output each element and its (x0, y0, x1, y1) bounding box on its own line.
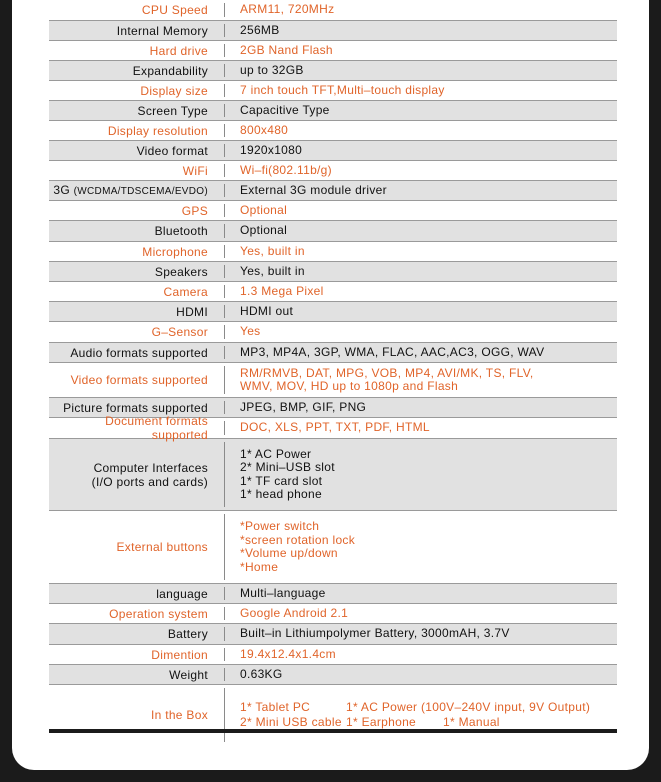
spec-row-expandability (49, 61, 617, 81)
spec-label: Bluetooth (154, 224, 208, 238)
spec-label: External buttons (116, 540, 208, 554)
spec-value-line: RM/RMVB, DAT, MPG, VOB, MP4, AVI/MK, TS, FLV, (240, 365, 534, 380)
spec-value-line: *Home (240, 559, 279, 574)
box-contents (240, 701, 617, 729)
spec-label: Hard drive (149, 43, 208, 58)
spec-value-line: 2* Mini–USB slot (240, 460, 335, 474)
spec-row-internal-memory (49, 21, 617, 41)
spec-label: Picture formats supported (63, 400, 208, 415)
spec-label: Operation system (109, 606, 208, 621)
spec-row-hard-drive (49, 41, 617, 61)
spec-value: 800x480 (240, 122, 289, 137)
spec-value-line: 1* TF card slot (240, 473, 323, 488)
spec-row-wifi (49, 161, 617, 181)
spec-value (225, 448, 617, 502)
spec-row-external-buttons (49, 511, 617, 584)
spec-value: DOC, XLS, PPT, TXT, PDF, HTML (240, 420, 430, 435)
spec-label: HDMI (176, 304, 208, 319)
box-item: 2* Mini USB cable (240, 714, 342, 729)
spec-row-in-the-box (49, 685, 617, 745)
spec-value: Wi–fi(802.11b/g) (240, 162, 332, 177)
spec-value: Yes, built in (240, 263, 305, 278)
spec-row-battery (49, 624, 617, 645)
spec-row-weight (49, 665, 617, 685)
table-bottom-rule (49, 729, 617, 733)
spec-row-computer-interfaces (49, 439, 617, 511)
spec-row-cpu-speed (49, 0, 617, 21)
spec-row-camera (49, 282, 617, 302)
spec-label: Audio formats supported (70, 345, 208, 360)
spec-row-video-format (49, 141, 617, 161)
box-item: 1* Earphone (346, 714, 417, 729)
spec-label-main: 3G (53, 182, 71, 197)
spec-value: 256MB (240, 22, 280, 37)
spec-label: Battery (167, 627, 208, 641)
spec-row-bluetooth (49, 221, 617, 242)
spec-value: External 3G module driver (240, 182, 387, 197)
spec-value: JPEG, BMP, GIF, PNG (240, 399, 367, 414)
spec-value-line: WMV, MOV, HD up to 1080p and Flash (240, 379, 459, 393)
spec-label: Expandability (132, 63, 208, 78)
spec-label: In the Box (150, 708, 208, 722)
spec-label (49, 461, 224, 489)
spec-value: 2GB Nand Flash (240, 42, 333, 57)
spec-value (225, 701, 617, 729)
spec-value: 0.63KG (240, 666, 283, 681)
box-item-group (346, 716, 596, 730)
spec-row-3g (49, 181, 617, 201)
spec-table (49, 0, 617, 745)
spec-row-dimention (49, 645, 617, 665)
spec-label: Camera (163, 284, 208, 299)
spec-label: Speakers (154, 264, 208, 279)
spec-label: Video format (136, 143, 208, 158)
spec-value: Multi–language (240, 585, 326, 600)
spec-value: Capacitive Type (240, 102, 330, 117)
spec-value (225, 367, 617, 394)
spec-value: MP3, MP4A, 3GP, WMA, FLAC, AAC,AC3, OGG, WAV (240, 344, 545, 359)
spec-value-line: *Volume up/down (240, 546, 338, 560)
spec-label: Video formats supported (70, 373, 208, 387)
spec-value: up to 32GB (240, 62, 304, 77)
spec-label-line: Computer Interfaces (93, 460, 208, 475)
spec-row-gps (49, 201, 617, 221)
spec-label: Internal Memory (116, 23, 208, 38)
spec-row-g-sensor (49, 322, 617, 343)
spec-row-audio-formats (49, 343, 617, 363)
spec-label: WiFi (182, 163, 208, 178)
box-item: 1* Tablet PC (240, 700, 311, 714)
spec-value: Built–in Lithiumpolymer Battery, 3000mAH, 3.7V (240, 626, 510, 641)
spec-row-speakers (49, 262, 617, 282)
spec-value: Yes (240, 324, 261, 339)
spec-label: Weight (169, 667, 208, 682)
spec-label: Microphone (142, 244, 208, 259)
spec-value-line: *Power switch (240, 519, 320, 533)
box-item: 1* AC Power (100V–240V input, 9V Output) (346, 700, 591, 714)
box-item: 1* Manual (443, 714, 500, 729)
spec-value: 7 inch touch TFT,Multi–touch display (240, 82, 445, 97)
spec-value: Google Android 2.1 (240, 605, 349, 620)
spec-label: Display resolution (107, 123, 208, 138)
spec-value: Optional (240, 223, 288, 238)
spec-value (225, 520, 617, 574)
spec-value-line: 1* AC Power (240, 446, 312, 461)
spec-label-line: (I/O ports and cards) (91, 474, 208, 489)
spec-row-screen-type (49, 101, 617, 121)
spec-label-note: (WCDMA/TDSCEMA/EVDO) (73, 185, 208, 197)
spec-row-display-resolution (49, 121, 617, 141)
spec-label: Document formats supported (105, 414, 208, 442)
spec-value: 19.4x12.4x1.4cm (240, 646, 336, 661)
spec-value: 1920x1080 (240, 142, 303, 157)
spec-value: HDMI out (240, 303, 294, 318)
spec-row-hdmi (49, 302, 617, 322)
spec-row-microphone (49, 242, 617, 262)
spec-row-operation-system (49, 604, 617, 624)
spec-value: ARM11, 720MHz (240, 2, 335, 17)
spec-label: GPS (181, 203, 208, 218)
spec-label: Display size (140, 83, 208, 98)
spec-label: language (156, 586, 208, 601)
spec-row-document-formats (49, 414, 617, 442)
spec-label: Screen Type (137, 103, 208, 118)
spec-value-line: *screen rotation lock (240, 532, 356, 547)
spec-value-line: 1* head phone (240, 487, 322, 501)
spec-label: CPU Speed (141, 3, 208, 17)
spec-row-video-formats (49, 363, 617, 398)
spec-value: 1.3 Mega Pixel (240, 283, 324, 298)
spec-row-language (49, 584, 617, 604)
spec-value: Optional (240, 202, 288, 217)
spec-row-display-size (49, 81, 617, 101)
spec-label: Dimention (151, 647, 208, 662)
spec-label (49, 183, 224, 199)
spec-label: G–Sensor (151, 325, 208, 339)
spec-value: Yes, built in (240, 243, 305, 258)
